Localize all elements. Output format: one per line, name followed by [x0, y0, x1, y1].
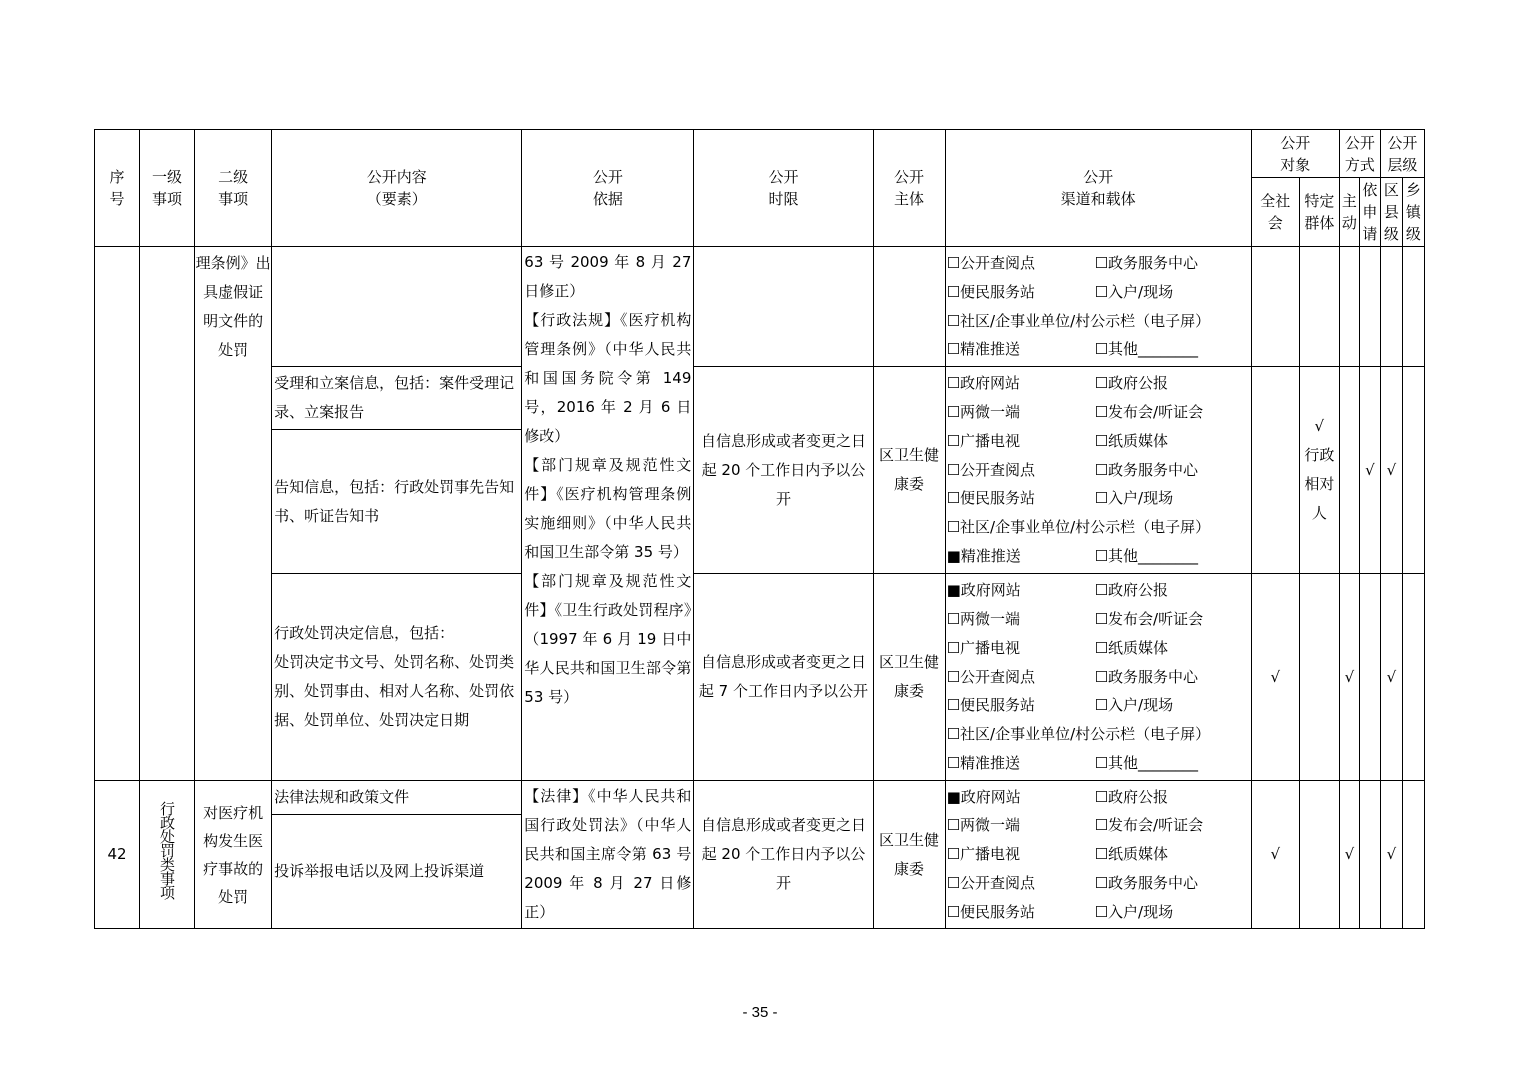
cont-time-d: 自信息形成或者变更之日起 7 个工作日内予以公开 [694, 574, 873, 781]
cont-district-bc: √ [1380, 367, 1402, 574]
cont-active-bc [1339, 367, 1359, 574]
channel-item: ☐政务服务中心 [1094, 253, 1199, 272]
channel-item: ☐两微一端 [946, 816, 1021, 835]
header-method-request: 依 申 请 [1359, 178, 1380, 247]
row42-subject: 区卫生健康委 [873, 781, 945, 929]
cont-request-d [1359, 574, 1380, 781]
cont-all-d: √ [1251, 574, 1299, 781]
header-method-active: 主 动 [1339, 178, 1359, 247]
row42-level2: 对医疗机 构发生医 疗事故的 处罚 [203, 803, 264, 906]
channel-item: ☐纸质媒体 [1094, 431, 1169, 450]
cont-request-bc: √ [1359, 367, 1380, 574]
channel-item: ☐发布会/听证会 [1094, 816, 1204, 835]
channel-item: ☐政务服务中心 [1094, 667, 1199, 686]
channel-item: ☐广播电视 [946, 845, 1021, 864]
row42-district: √ [1380, 781, 1402, 929]
cont-specific-d [1299, 574, 1339, 781]
cont-request-a [1359, 247, 1380, 367]
cont-all-a [1251, 247, 1299, 367]
header-basis: 公开 依据 [522, 130, 694, 247]
header-channels: 公开 渠道和载体 [945, 130, 1251, 247]
cont-basis-text: 63 号 2009 年 8 月 27 日修正） 【行政法规】《医疗机构管理条例》（中华人民共和国国务院令第 149 号，2016 年 2 月 6 日修改） 【部门规章及规范性文件】《医疗机构管理条例实施细则》（中华人民共和国卫生部令第 35 号） 【部门规章及规范性文件】《卫生行政处罚程序》（1997 年 6 月 19 日中华人民共和国卫生部令第 53 号） [524, 253, 692, 706]
cont-subject-a-cell [873, 247, 945, 367]
row42-time: 自信息形成或者变更之日起 20 个工作日内予以公开 [694, 781, 873, 929]
channel-item: ■政府网站 [946, 787, 1021, 806]
row42-content-b: 投诉举报电话以及网上投诉渠道 [272, 815, 522, 929]
row42-basis: 【法律】《中华人民共和国行政处罚法》（中华人民共和国主席令第 63 号 2009 年 8 月 27 日修正） [522, 781, 694, 929]
channel-item: ■政府网站 [946, 581, 1021, 600]
header-level-town: 乡 镇 级 [1402, 178, 1424, 247]
cont-content-d: 行政处罚决定信息，包括： 处罚决定书文号、处罚名称、处罚类别、处罚事由、相对人名称、处罚依据、处罚单位、处罚决定日期 [272, 574, 522, 781]
cont-specific-a [1299, 247, 1339, 367]
channel-item: ☐社区/企事业单位/村公示栏（电子屏） [946, 311, 1211, 330]
row42-request [1359, 781, 1380, 929]
channel-item: ☐发布会/听证会 [1094, 610, 1204, 628]
cont-seq-cell [95, 247, 140, 781]
row42-level1: 行政处罚类事项 [158, 800, 177, 899]
row42-all: √ [1251, 781, 1299, 929]
channel-item: ☐便民服务站 [946, 282, 1036, 301]
header-level2: 二级 事项 [195, 130, 272, 247]
channel-item: ☐政府网站 [946, 374, 1021, 393]
channel-item: ☐公开查阅点 [946, 873, 1036, 892]
row42-seq: 42 [95, 781, 140, 929]
channel-item: ☐社区/企事业单位/村公示栏（电子屏） [946, 725, 1211, 744]
disclosure-table [94, 129, 1425, 929]
row42-town [1402, 781, 1424, 929]
cont-specific-bc [1299, 367, 1339, 574]
channel-item: ☐便民服务站 [946, 696, 1036, 715]
channel-item: ☐入户/现场 [1094, 282, 1174, 301]
cont-subject-bc: 区卫生健康委 [873, 367, 945, 574]
header-level1: 一级 事项 [140, 130, 195, 247]
channel-item: ☐其他________ [1094, 340, 1199, 359]
cont-basis-cell [522, 247, 694, 781]
row42-active: √ [1339, 781, 1359, 929]
row42-specific [1299, 781, 1339, 929]
cont-level2-cell [195, 247, 272, 781]
row42-content-a: 法律法规和政策文件 [272, 781, 522, 815]
cont-channels-bc-cell [945, 367, 1251, 574]
cont-town-d [1402, 574, 1424, 781]
cont-subject-d: 区卫生健康委 [873, 574, 945, 781]
channel-item: ☐精准推送 [946, 340, 1021, 359]
cont-town-bc [1402, 367, 1424, 574]
channel-item: ☐入户/现场 [1094, 902, 1174, 921]
cont-all-bc [1251, 367, 1299, 574]
channel-item: ☐便民服务站 [946, 489, 1036, 508]
channel-item: ☐两微一端 [946, 610, 1021, 628]
channel-item: ☐其他________ [1094, 546, 1199, 565]
header-target: 公开 对象 [1251, 130, 1339, 178]
channel-item: ☐政府公报 [1094, 374, 1169, 393]
cont-level2-text: 理条例》出 具虚假证 明文件的 处罚 [195, 254, 271, 359]
channel-item: ☐政务服务中心 [1094, 873, 1199, 892]
cont-active-d: √ [1339, 574, 1359, 781]
header-level: 公开 层级 [1380, 130, 1424, 178]
header-target-specific: 特定 群体 [1299, 178, 1339, 247]
cont-town-a [1402, 247, 1424, 367]
cont-specific-bc-text: √ 行政 相对 人 [1304, 417, 1335, 522]
channel-item: ☐广播电视 [946, 431, 1021, 450]
header-method: 公开 方式 [1339, 130, 1380, 178]
header-time-limit: 公开 时限 [694, 130, 873, 247]
channel-item: ☐两微一端 [946, 403, 1021, 421]
row42-channels-cell [945, 781, 1251, 929]
header-subject: 公开 主体 [873, 130, 945, 247]
channel-item: ☐其他________ [1094, 753, 1199, 772]
cont-channels-d-cell [945, 574, 1251, 781]
cont-content-b: 受理和立案信息，包括：案件受理记录、立案报告 [272, 367, 522, 430]
cont-channels-a-cell [945, 247, 1251, 367]
page-number: - 35 - [742, 1004, 778, 1021]
channel-item: ☐政府公报 [1094, 581, 1169, 600]
channel-item: ■精准推送 [946, 546, 1021, 565]
header-level-district: 区 县 级 [1380, 178, 1402, 247]
channel-item: ☐入户/现场 [1094, 489, 1174, 508]
channel-item: ☐入户/现场 [1094, 696, 1174, 715]
channel-item: ☐公开查阅点 [946, 253, 1036, 272]
channel-item: ☐政府公报 [1094, 787, 1169, 806]
header-target-all: 全社 会 [1251, 178, 1299, 247]
cont-time-a-cell [694, 247, 873, 367]
cont-content-a-cell [272, 247, 522, 367]
cont-content-c: 告知信息，包括：行政处罚事先告知书、听证告知书 [272, 430, 522, 574]
cont-active-a [1339, 247, 1359, 367]
header-seq: 序 号 [95, 130, 140, 247]
header-content: 公开内容 （要素） [272, 130, 522, 247]
cont-district-a [1380, 247, 1402, 367]
channel-item: ☐公开查阅点 [946, 460, 1036, 479]
row42-level2-cell [195, 781, 272, 929]
cont-level1-cell [140, 247, 195, 781]
cont-district-d: √ [1380, 574, 1402, 781]
cont-time-bc: 自信息形成或者变更之日起 20 个工作日内予以公开 [694, 367, 873, 574]
channel-item: ☐发布会/听证会 [1094, 403, 1204, 421]
channel-item: ☐便民服务站 [946, 902, 1036, 921]
channel-item: ☐公开查阅点 [946, 667, 1036, 686]
channel-item: ☐纸质媒体 [1094, 638, 1169, 657]
channel-item: ☐政务服务中心 [1094, 460, 1199, 479]
row42-level1-cell [140, 781, 195, 929]
channel-item: ☐精准推送 [946, 753, 1021, 772]
channel-item: ☐社区/企事业单位/村公示栏（电子屏） [946, 518, 1211, 537]
channel-item: ☐广播电视 [946, 638, 1021, 657]
channel-item: ☐纸质媒体 [1094, 845, 1169, 864]
